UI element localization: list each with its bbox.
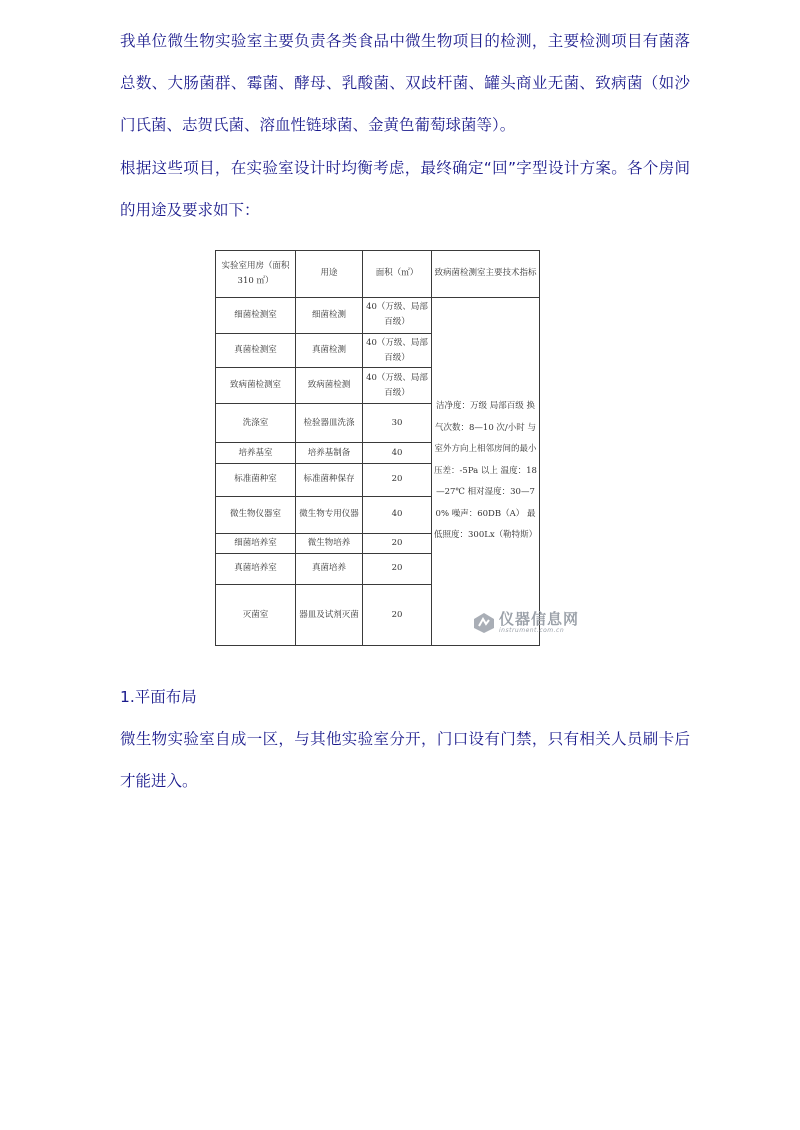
header-area: 面积（㎡） — [363, 251, 432, 298]
cell-area: 20 — [363, 585, 432, 646]
cell-use: 真菌培养 — [296, 553, 363, 584]
requirements-cell: 洁净度：万级 局部百级 换气次数：8—10 次/小时 与室外方向上相邻房间的最小压差：-5Pa 以上 温度：18—27℃ 相对湿度：30—70% 噪声：60DB（A） 最低照度：300Lx（勒特斯） — [432, 297, 540, 645]
cell-area: 20 — [363, 463, 432, 496]
cell-area: 20 — [363, 533, 432, 553]
cell-room: 微生物仪器室 — [216, 497, 296, 533]
cell-use: 器皿及试剂灭菌 — [296, 585, 363, 646]
cell-use: 培养基制备 — [296, 443, 363, 463]
cell-use: 致病菌检测 — [296, 368, 363, 403]
header-requirements: 致病菌检测室主要技术指标 — [432, 251, 540, 298]
cell-use: 真菌检测 — [296, 334, 363, 368]
cell-area: 20 — [363, 553, 432, 584]
watermark-url: instrument.com.cn — [499, 627, 565, 634]
cell-use: 微生物培养 — [296, 533, 363, 553]
cell-area: 40（万级、局部百级） — [363, 297, 432, 333]
section-heading: 1.平面布局 — [120, 688, 197, 706]
lab-room-table — [215, 250, 580, 646]
cell-room: 致病菌检测室 — [216, 368, 296, 403]
layout-paragraph: 微生物实验室自成一区，与其他实验室分开，门口设有门禁，只有相关人员刷卡后才能进入。 — [120, 730, 690, 790]
cell-room: 培养基室 — [216, 443, 296, 463]
cell-use: 微生物专用仪器 — [296, 497, 363, 533]
design-paragraph: 根据这些项目，在实验室设计时均衡考虑，最终确定“回”字型设计方案。各个房间的用途及要求如下： — [120, 159, 690, 219]
cell-use: 细菌检测 — [296, 297, 363, 333]
cell-room: 细菌检测室 — [216, 297, 296, 333]
cell-area: 30 — [363, 403, 432, 443]
cell-area: 40（万级、局部百级） — [363, 334, 432, 368]
cell-area: 40 — [363, 497, 432, 533]
instrument-logo-icon — [473, 612, 495, 634]
intro-paragraph: 我单位微生物实验室主要负责各类食品中微生物项目的检测，主要检测项目有菌落总数、大肠菌群、霉菌、酵母、乳酸菌、双歧杆菌、罐头商业无菌、致病菌（如沙门氏菌、志贺氏菌、溶血性链球菌、金黄色葡萄球菌等）。 — [120, 32, 690, 134]
cell-room: 真菌检测室 — [216, 334, 296, 368]
watermark-title: 仪器信息网 — [499, 610, 580, 628]
header-room: 实验室用房（面积 310 ㎡） — [216, 251, 296, 298]
cell-room: 真菌培养室 — [216, 553, 296, 584]
cell-area: 40 — [363, 443, 432, 463]
lab-table — [215, 250, 540, 646]
cell-room: 灭菌室 — [216, 585, 296, 646]
cell-room: 洗涤室 — [216, 403, 296, 443]
cell-area: 40（万级、局部百级） — [363, 368, 432, 403]
watermark — [473, 608, 633, 638]
cell-use: 标准菌种保存 — [296, 463, 363, 496]
cell-use: 检验器皿洗涤 — [296, 403, 363, 443]
header-use: 用途 — [296, 251, 363, 298]
cell-room: 细菌培养室 — [216, 533, 296, 553]
cell-room: 标准菌种室 — [216, 463, 296, 496]
